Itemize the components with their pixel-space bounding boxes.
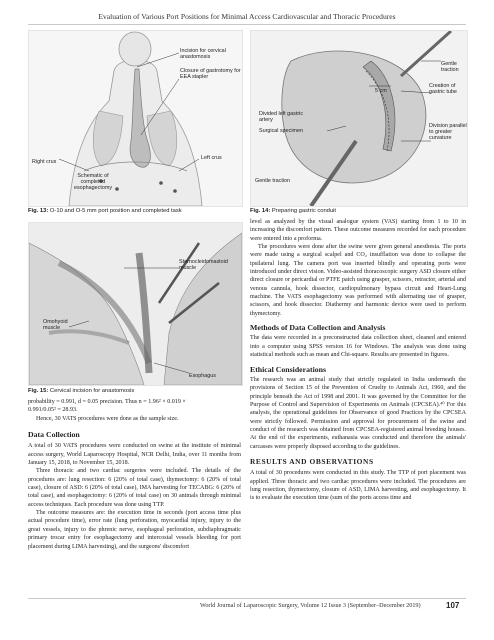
paragraph: The research was an animal study that strictly regulated in India underneath the provisions of Section 15 of the Prevention of Cruelty to Animals Act, 1960, and the principle beneath the Act of 1998 and 2001. It was governed by the Committee for the Purpose of Control and Supervision of Experiments on Animals (CPCSEA).⁴⁰ For this analysis, the operational guidelines for Observance of good Practices by the CPCSEA were strictly followed. Permission and approval for procurement of the swine and conduct of the research was obtained from CPCSEA-registered animal breeding houses. At the end of the experiments, euthanasia was conducted and therefore the animals' carcasses were properly disposed according to the guidelines. [250,376,466,450]
caption-label: Fig. 14: [250,208,271,214]
label-gentle-traction-bottom: Gentle traction [255,178,291,184]
figure-15 [28,222,243,386]
right-column [250,218,466,503]
paragraph: The outcome measures are: the execution time in seconds (port access time plus actual procedure time), error rate (lung perforation, myocardial injury, injury to the great vessels, injury to the phrenic nerve, esophageal perforation, subdiaphragmatic primary trocar entry for esophagectomy and intercostal vessels bleeding for port placement during LIMA harvesting), and the surgeons' discomfort [28,510,241,550]
equation-line-1: probability = 0.991, d = 0.05 precision. Thus n = 1.96² × 0.019 × [28,399,186,405]
cervical-incision-image [29,223,242,385]
footer-rule [28,598,466,599]
caption-text: Preparing gastric conduit [270,208,337,214]
paragraph: The procedures were done after the swine were given general anesthesia. The ports were made using a surgical scalpel and CO₂ insufflation was done to collapse the ipsilateral lung. The camera port was inserted blindly and operating ports were introduced under direct vision. Video-assisted thoracoscopic surgery ASD closure either direct closure or pericardial or PTFE patch using grasper, scissors, retractor, arterial and venous cannula, hook dissector, cardiopulmonary bypass circuit and Heart-Lung machine. The VATS esophagectomy was performed with alternating use of grasper, scissors, and hook dissector. Diathermy and harmonic device were used to perform thymectomy. [250,244,466,317]
figure-14-caption [250,208,336,214]
label-gentle-traction-top: Gentle traction [441,61,459,73]
paragraph: level as analyzed by the visual analogue system (VAS) starting from 1 to 10 in increasing the discomfort pattern. These outcome measures recorded for each procedure were entered into a proforma. [250,219,466,242]
label-creation: Creation of gastric tube [429,83,457,95]
label-left-crus: Left crus [201,155,222,161]
figure-14 [250,30,468,207]
label-omohyoid: Omohyoid muscle [43,319,68,331]
heading-results: RESULTS AND OBSERVATIONS [250,456,374,466]
left-column [28,398,241,551]
heading-ethical: Ethical Considerations [250,364,327,374]
paragraph: A total of 30 procedures were conducted in this study. The TTP of port placement was applied. Three thoracic and two cardiac procedures were included. The procedures are lung resection, thymectomy, closure of ASD, LIMA harvesting, and esophagectomy. It is to evaluate the execution time (sum of the ports access time and [250,470,466,502]
paragraph: The data were recorded in a preconstructed data collection sheet, cleaned and entered into a computer using SPSS version 16 for Windows. The analysis was done using statistical methods such as mean and Chi-square. Results are presented in figures. [250,335,466,359]
caption-label: Fig. 15: [28,388,49,394]
label-5cm: 5 cm [375,88,387,94]
label-closure: Closure of gastrotomy for EEA stapler [180,68,241,80]
header-rule [28,24,466,25]
figure-13 [28,30,243,207]
sample-size-paragraph: Hence, 30 VATS procedures were done as the sample size. [36,415,179,422]
caption-label: Fig. 13: [28,208,49,214]
label-surgical: Surgical specimen [259,128,304,134]
footer-journal: World Journal of Laparoscopic Surgery, Volume 12 Issue 3 (September–December 2019) [200,602,421,609]
label-sternocleidomastoid: Sternocleidomastoid muscle [179,259,228,271]
equation-line-2: 0.991/0.05² = 28.93. [28,407,78,414]
page-number: 107 [446,601,460,610]
label-incision: Incision for cervical anastomosis [180,48,226,60]
heading-data-collection: Data Collection [28,430,80,440]
paragraph: A total of 30 VATS procedures were conducted on swine at the institute of minimal access surgery, World Laparoscopy Hospital, NCR Delhi, India, over 11 months from January 15, 2018, to November 15, 2018. [28,443,241,467]
label-division: Division parallel to greater curvature [429,123,467,141]
label-right-crus: Right crus [32,159,57,165]
label-esophagus: Esophagus [189,373,216,379]
figure-13-caption [28,208,182,214]
paragraph: Three thoracic and two cardiac surgeries were included. The details of the procedures are: lung resection: 6 (20% of total case), thymectomy: 6 (20% of total case), closure of ASD: 6 (20% of total case), IMA harvesting for TECABG: 6 (20% of total case), and esophagectomy: 6 (20% of total case) on 30 animals through minimal access techniques. Each procedure was done using TTP. [28,468,241,508]
figure-15-caption [28,388,134,394]
heading-methods: Methods of Data Collection and Analysis [250,323,386,333]
label-divided: Divided left gastric artery [259,111,304,123]
running-header: Evaluation of Various Port Positions for Minimal Access Cardiovascular and Thoracic Procedures [98,12,396,21]
caption-text: Cervical incision for anastomosis [48,388,135,394]
caption-text: O-10 and O-5 mm port position and completed task [48,208,182,214]
label-schematic: Schematic of completed esophagectomy [73,173,113,191]
